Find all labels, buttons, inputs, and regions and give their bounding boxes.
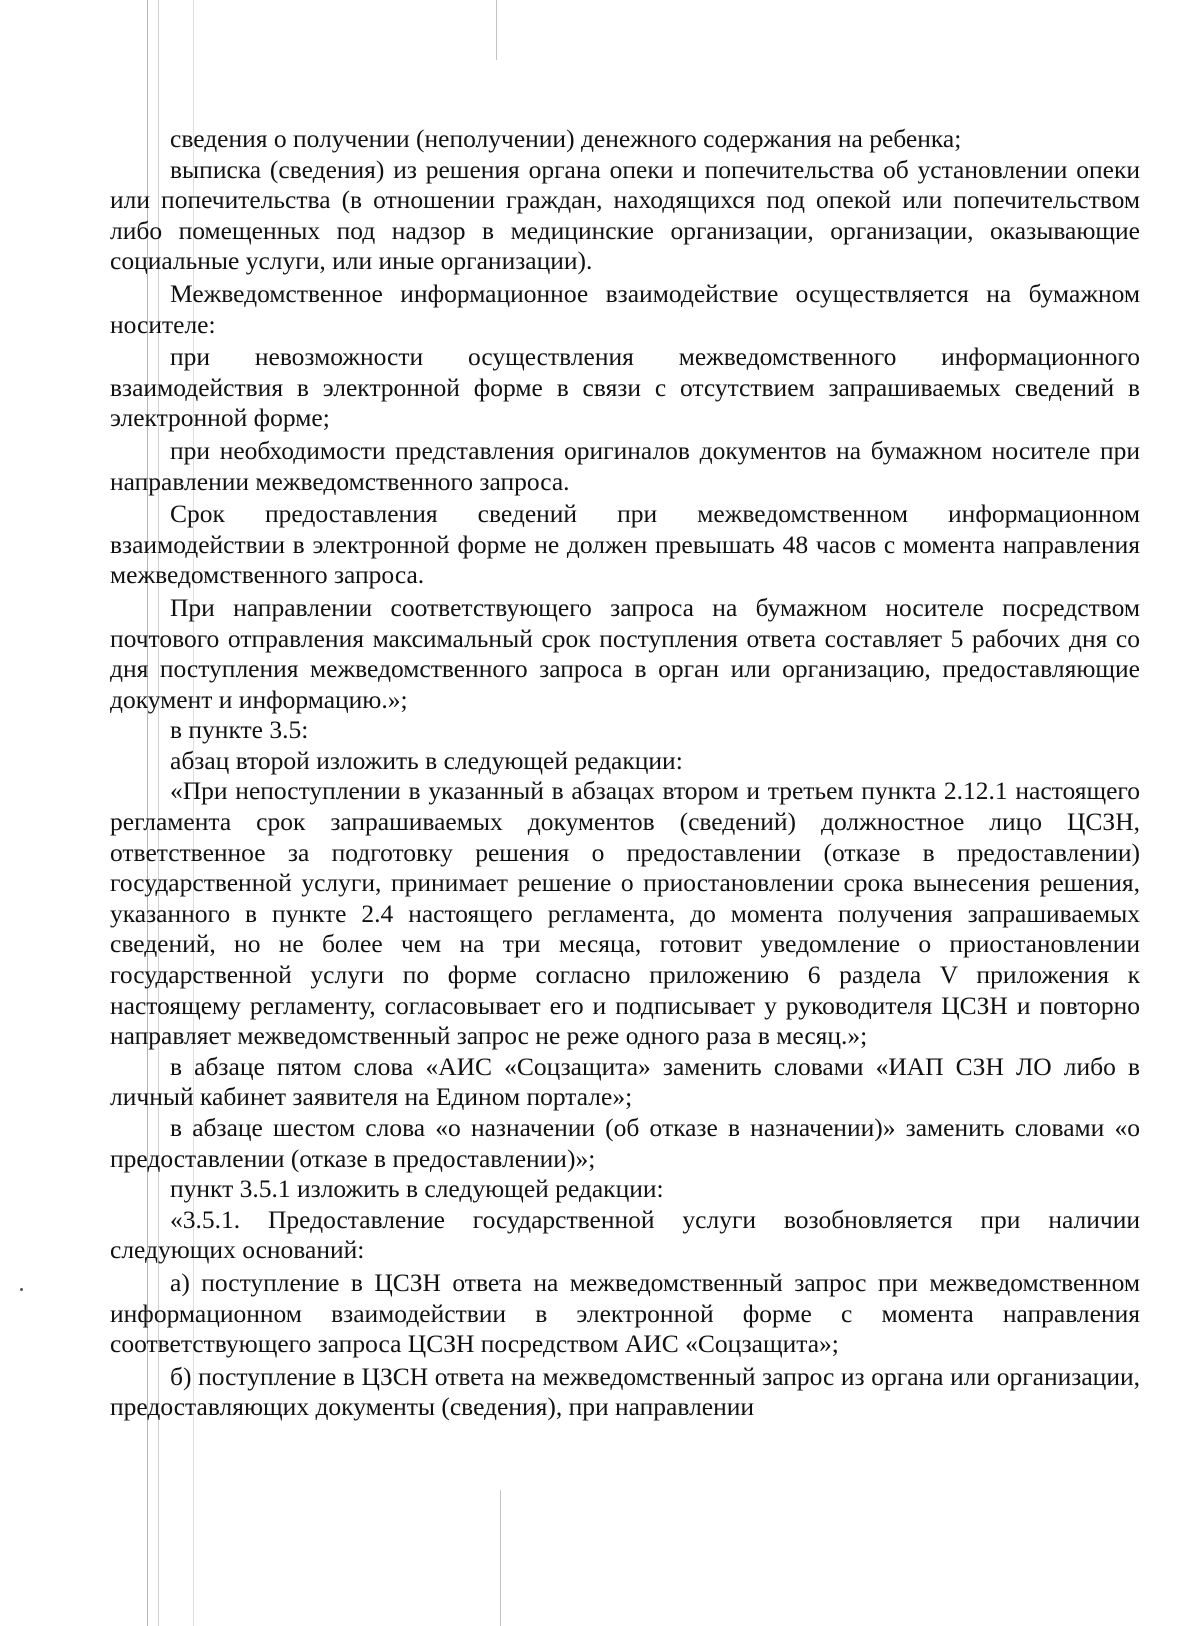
paragraph: при невозможности осуществления межведомственного информационного взаимодействия в электронной форме в связи с отсутствием запрашиваемых сведений в электронной форме; [110, 342, 1140, 433]
paragraph: абзац второй изложить в следующей редакции: [170, 745, 683, 775]
paragraph: в пункте 3.5: [170, 715, 309, 745]
paragraph: «3.5.1. Предоставление государственной услуги возобновляется при наличии следующих оснований: [110, 1204, 1140, 1265]
document-body [110, 124, 1140, 1423]
scan-artifact-line [496, 0, 497, 60]
paragraph: б) поступление в ЦЗСН ответа на межведомственный запрос из органа или организации, предоставляющих документы (сведения), при направлении [110, 1361, 1140, 1422]
scan-artifact-line [500, 1490, 501, 1626]
paragraph: выписка (сведения) из решения органа опеки и попечительства об установлении опеки или попечительства (в отношении граждан, находящихся под опекой или попечительством либо помещенных под надзор в медицинские организации, организации, оказывающие социальные услуги, или иные организации). [110, 154, 1140, 276]
paragraph: «При непоступлении в указанный в абзацах втором и третьем пункта 2.12.1 настоящего регламента срок запрашиваемых документов (сведений) должностное лицо ЦСЗН, ответственное за подготовку решения о предоставлении (отказе в предоставлении) государственной услуги, принимает решение о приостановлении срока вынесения решения, указанного в пункте 2.4 настоящего регламента, до момента получения запрашиваемых сведений, но не более чем на три месяца, готовит уведомление о приостановлении государственной услуги по форме согласно приложению 6 раздела V приложения к настоящему регламенту, согласовывает его и подписывает у руководителя ЦСЗН и повторно направляет межведомственный запрос не реже одного раза в месяц.»; [110, 776, 1140, 1051]
paragraph: Срок предоставления сведений при межведомственном информационном взаимодействии в электронной форме не должен превышать 48 часов с момента направления межведомственного запроса. [110, 499, 1140, 590]
paragraph: в абзаце пятом слова «АИС «Соцзащита» заменить словами «ИАП СЗН ЛО либо в личный кабинет заявителя на Едином портале»; [110, 1051, 1140, 1112]
scan-dot [20, 1288, 23, 1291]
paragraph: а) поступление в ЦСЗН ответа на межведомственный запрос при межведомственном информационном взаимодействии в электронной форме с момента направления соответствующего запроса ЦСЗН посредством АИС «Соцзащита»; [110, 1267, 1140, 1359]
paragraph: при необходимости представления оригиналов документов на бумажном носителе при направлении межведомственного запроса. [110, 435, 1140, 496]
paragraph: При направлении соответствующего запроса на бумажном носителе посредством почтового отправления максимальный срок поступления ответа составляет 5 рабочих дня со дня поступления межведомственного запроса в орган или организацию, предоставляющие документ и информацию.»; [110, 592, 1140, 714]
paragraph: в абзаце шестом слова «о назначении (об отказе в назначении)» заменить словами «о предоставлении (отказе в предоставлении)»; [110, 1113, 1140, 1173]
paragraph: сведения о получении (неполучении) денежного содержания на ребенка; [170, 124, 962, 153]
paragraph: Межведомственное информационное взаимодействие осуществляется на бумажном носителе: [110, 278, 1140, 339]
paragraph: пункт 3.5.1 изложить в следующей редакции: [170, 1174, 664, 1204]
